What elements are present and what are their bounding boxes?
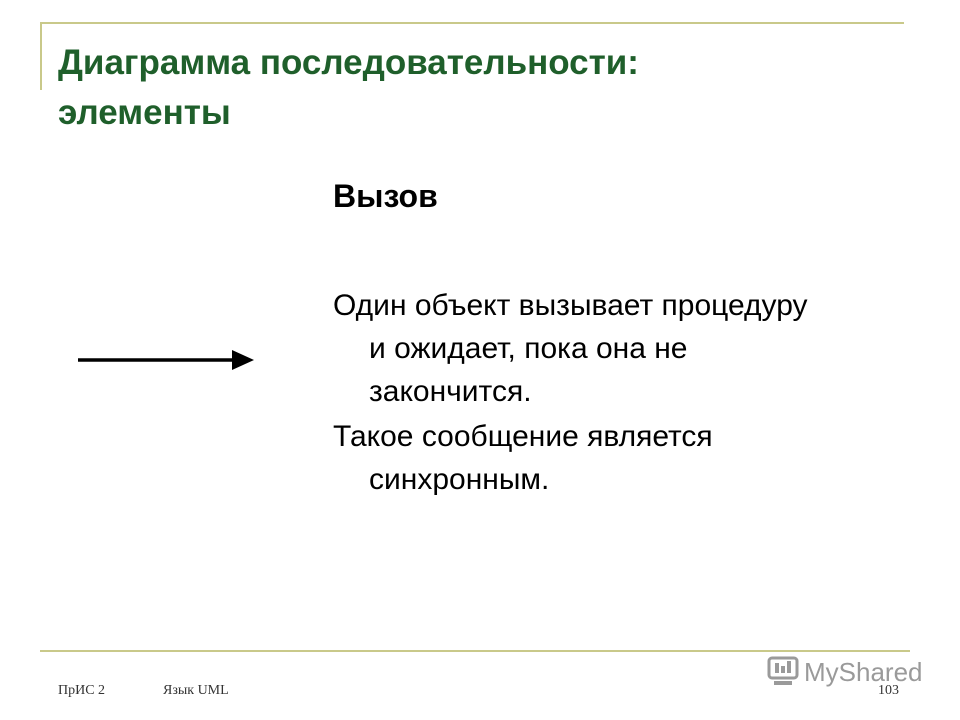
footer-page-number: 103 <box>878 683 899 698</box>
slide-title-line-2: элементы <box>58 93 231 132</box>
sync-note-paragraph <box>333 415 913 501</box>
watermark-text: MyShared <box>804 656 923 687</box>
sync-note-line-1: Такое сообщение является <box>333 420 713 453</box>
frame-left-line <box>40 22 42 90</box>
footer-topic: Язык UML <box>163 683 229 698</box>
slide-title <box>58 38 918 138</box>
watermark <box>766 656 923 688</box>
slide-title-line-1: Диаграмма последовательности: <box>58 43 639 82</box>
sync-note-line-2: синхронным. <box>369 463 550 496</box>
synchronous-call-arrow-icon <box>78 346 258 376</box>
description-paragraph <box>333 284 913 413</box>
myshared-logo-icon <box>766 656 800 688</box>
description-line-3: закончится. <box>369 375 532 408</box>
description-line-2: и ожидает, пока она не <box>369 332 688 365</box>
footer-course: ПрИС 2 <box>58 683 106 698</box>
description-line-1: Один объект вызывает процедуру <box>333 289 808 322</box>
frame-top-line <box>40 22 904 24</box>
frame-bottom-line <box>40 650 910 652</box>
section-heading: Вызов <box>333 178 438 214</box>
